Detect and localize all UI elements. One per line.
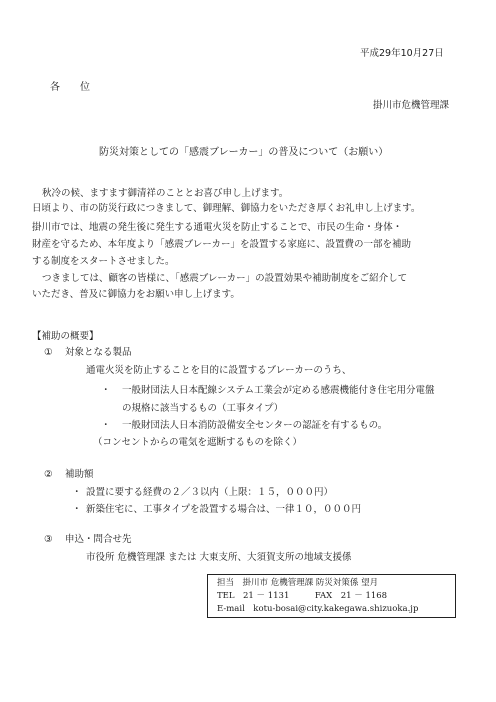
section-1-bullet-1-line-2: の規格に該当するもの（工事タイプ） bbox=[122, 403, 284, 414]
section-2-title: 補助額 bbox=[65, 469, 94, 480]
body-paragraph-1-line-1: 掛川市では、地震の発生後に発生する通電火災を防止することで、市民の生命・身体・ bbox=[32, 222, 403, 233]
contact-person: 担当 掛川市 危機管理課 防災対策係 望月 bbox=[217, 578, 379, 588]
addressee: 各 位 bbox=[50, 82, 90, 93]
contact-email: E-mail kotu-bosai@city.kakegawa.shizuoka.jp bbox=[217, 604, 419, 614]
contact-box bbox=[207, 574, 456, 618]
section-2-number: ② bbox=[44, 469, 53, 480]
body-paragraph-1-line-2: 財産を守るため、本年度より「感震ブレーカー」を設置する家庭に、設置費の一部を補助 bbox=[32, 239, 412, 250]
section-1-note: （コンセントからの電気を遮断するものを除く） bbox=[93, 437, 303, 448]
body-paragraph-1-line-3: する制度をスタートさせました。 bbox=[32, 256, 175, 267]
bullet-icon: ・ bbox=[72, 504, 82, 515]
sender: 掛川市危機管理課 bbox=[373, 100, 450, 111]
section-3-number: ③ bbox=[44, 534, 53, 545]
body-thanks: 日頃より、市の防災行政につきまして、御理解、御協力をいただき厚くお礼申し上げます。 bbox=[32, 203, 421, 214]
section-2-bullet-2: 新築住宅に、工事タイプを設置する場合は、一律１０，０００円 bbox=[86, 504, 362, 515]
bullet-icon: ・ bbox=[101, 420, 111, 431]
section-2-bullet-1: 設置に要する経費の２／３以内（上限：１５，０００円） bbox=[86, 487, 334, 498]
body-greeting: 秋冷の候、ますます御清祥のこととお喜び申し上げます。 bbox=[42, 188, 289, 199]
overview-heading: 【補助の概要】 bbox=[32, 331, 99, 342]
section-1-bullet-2: 一般財団法人日本消防設備安全センターの認証を有するもの。 bbox=[122, 420, 388, 431]
document-title: 防災対策としての「感震ブレーカー」の普及について（お願い） bbox=[99, 147, 389, 158]
bullet-icon: ・ bbox=[72, 487, 82, 498]
section-1-number: ① bbox=[44, 347, 53, 358]
body-paragraph-2-line-2: いただき、普及に御協力をお願い申し上げます。 bbox=[32, 289, 240, 300]
section-3-title: 申込・問合せ先 bbox=[65, 534, 132, 545]
section-3-description: 市役所 危機管理課 または 大東支所、大須賀支所の地域支援係 bbox=[86, 552, 352, 563]
bullet-icon: ・ bbox=[101, 385, 111, 396]
section-1-bullet-1-line-1: 一般財団法人日本配線システム工業会が定める感震機能付き住宅用分電盤 bbox=[122, 385, 435, 396]
section-1-description: 通電火災を防止することを目的に設置するブレーカーのうち、 bbox=[86, 365, 352, 376]
document-date: 平成29年10月27日 bbox=[360, 48, 444, 59]
section-1-title: 対象となる製品 bbox=[65, 347, 132, 358]
body-paragraph-2-line-1: つきましては、顧客の皆様に、「感震ブレーカー」の設置効果や補助制度をご紹介して bbox=[42, 273, 408, 284]
contact-phone-fax: TEL 21 － 1131 FAX 21 － 1168 bbox=[217, 591, 388, 601]
